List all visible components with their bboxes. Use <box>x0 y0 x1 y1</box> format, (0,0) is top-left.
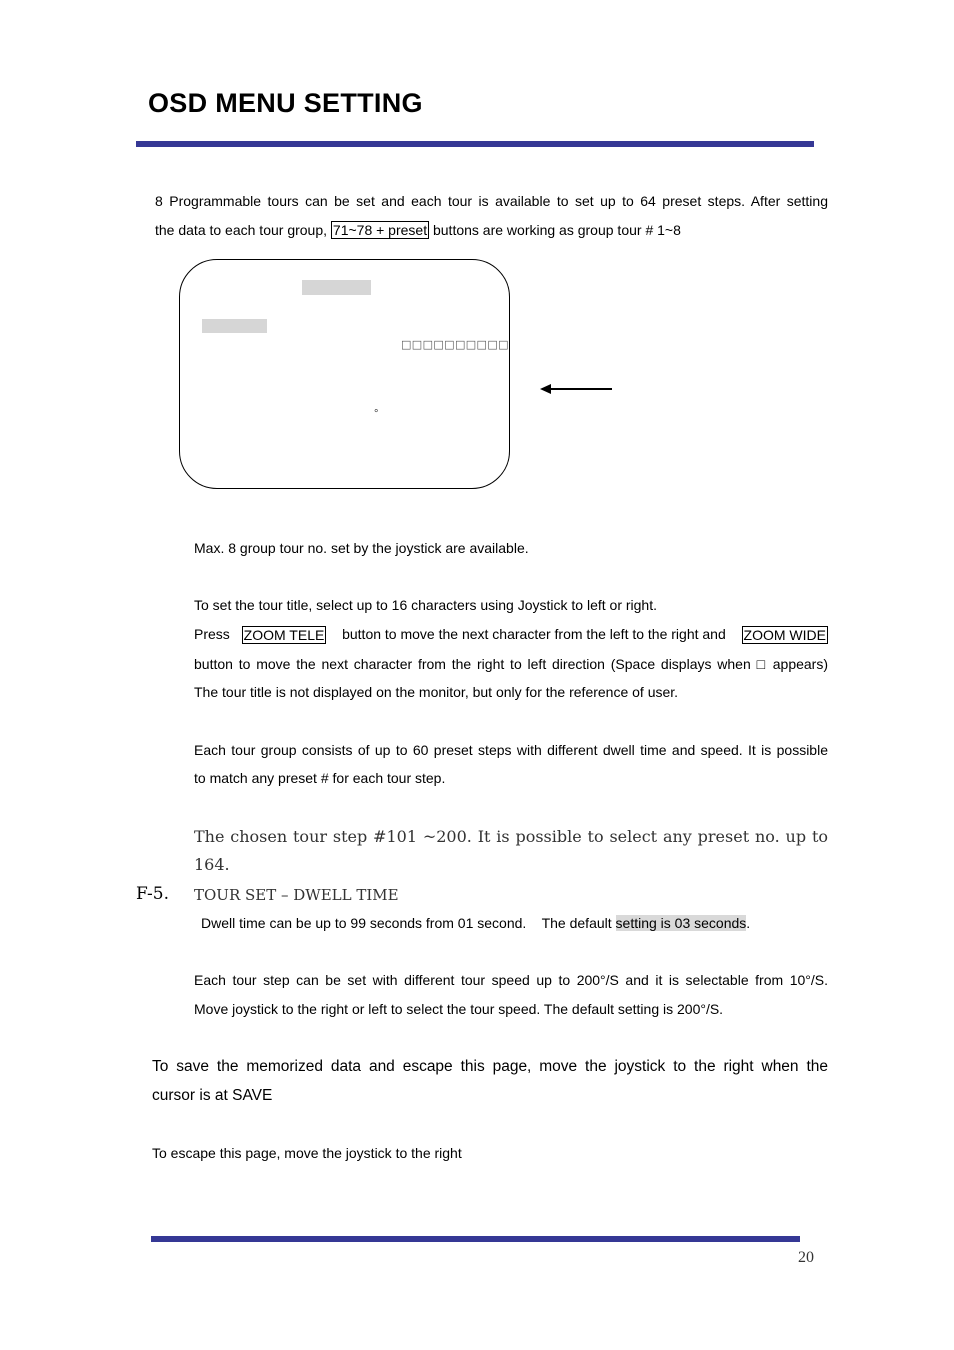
section-f5-label: F-5. <box>136 884 169 904</box>
dwell-time-pre: Dwell time can be up to 99 seconds from 01 second. The default <box>201 915 616 931</box>
zoom-tele-button-label: ZOOM TELE <box>243 627 325 643</box>
tour-group-line-2: to match any preset # for each tour step. <box>194 770 446 786</box>
tour-speed-line-1: Each tour step can be set with different tour speed up to 200°/S and it is selectable from 10°/S. <box>194 972 828 988</box>
intro-line-1: 8 Programmable tours can be set and each tour is available to set up to 64 preset steps. After setting <box>155 193 828 209</box>
escape-text: To escape this page, move the joystick to the right <box>152 1145 462 1161</box>
osd-title-character-slots: □□□□□□□□□□ <box>401 338 509 351</box>
intro-line-2 <box>155 222 681 238</box>
dwell-time-post: . <box>746 915 751 931</box>
tour-title-line-1: To set the tour title, select up to 16 characters using Joystick to left or right. <box>194 597 657 613</box>
group-tour-note: Max. 8 group tour no. set by the joystick are available. <box>194 540 529 556</box>
tour-step-line-1: The chosen tour step #101 ~200. It is possible to select any preset no. up to <box>194 827 828 846</box>
press-label: Press <box>194 626 230 642</box>
osd-menu-item-block <box>202 319 267 333</box>
intro-text-post: buttons are working as group tour # 1~8 <box>429 222 681 238</box>
footer-rule <box>151 1236 800 1242</box>
save-line-1: To save the memorized data and escape this page, move the joystick to the right when the <box>152 1058 828 1075</box>
intro-text-pre: the data to each tour group, <box>155 222 331 238</box>
tour-title-line-4: The tour title is not displayed on the monitor, but only for the reference of user. <box>194 684 679 700</box>
dwell-time-text <box>201 915 750 931</box>
page-number: 20 <box>798 1249 814 1266</box>
section-f5-heading: TOUR SET – DWELL TIME <box>194 886 399 904</box>
zoom-wide-button-label: ZOOM WIDE <box>743 627 826 643</box>
osd-menu-title-block <box>302 280 371 295</box>
left-arrow-icon <box>538 381 614 397</box>
page-title: OSD MENU SETTING <box>148 88 423 118</box>
tour-group-line-1: Each tour group consists of up to 60 preset steps with different dwell time and speed. It is possible <box>194 742 828 758</box>
tour-step-line-2: 164. <box>194 855 230 874</box>
tour-title-middle: button to move the next character from the left to the right and <box>338 626 730 642</box>
osd-degree-mark: ° <box>374 408 379 420</box>
preset-button-label: 71~78 + preset <box>332 222 428 238</box>
tour-title-line-2 <box>194 626 828 644</box>
save-line-2: cursor is at SAVE <box>152 1087 273 1104</box>
tour-speed-line-2: Move joystick to the right or left to select the tour speed. The default setting is 200°/S. <box>194 1001 724 1017</box>
dwell-time-highlight: setting is 03 seconds <box>615 915 747 931</box>
header-rule <box>136 141 814 147</box>
tour-title-line-3: button to move the next character from the right to left direction (Space displays when □ appears) <box>194 656 828 672</box>
